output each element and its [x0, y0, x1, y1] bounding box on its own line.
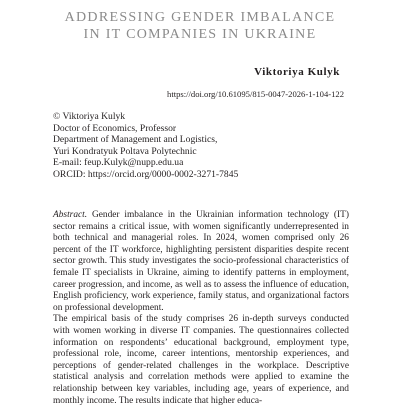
abstract — [53, 210, 349, 407]
abstract-paragraph-2: The empirical basis of the study comprises 26 in-depth surveys conducted with women working in diverse IT companies. The questionnaires collected information on respondents’ educational background, employment type, professional role, income, career intentions, mentorship experiences, and perceptions of gender-related challenges in the workplace. Descriptive statistical analysis and correlation methods were applied to examine the relationship between key variables, including age, years of experience, and monthly income. The results indicate that higher educa- — [53, 314, 349, 406]
abstract-text-1: Gender imbalance in the Ukrainian information technology (IT) sector remains a critical issue, with women significantly underrepresented in both technical and managerial roles. In 2024, women comprised only 26 percent of the IT workforce, highlighting persistent disparities despite recent sector growth. This study investigates the socio-professional characteristics of female IT specialists in Ukraine, aiming to identify patterns in employment, career progression, and income, as well as to assess the influence of education, English proficiency, work experience, family status, and organizational factors on professional development. — [53, 210, 350, 313]
degree-line: Doctor of Economics, Professor — [53, 122, 177, 134]
doi-link[interactable]: https://doi.org/10.61095/815-0047-2026-1-104-122 — [167, 89, 344, 99]
author-affiliation — [53, 111, 238, 181]
copyright-line: © Viktoriya Kulyk — [53, 111, 126, 122]
article-title-line-1: ADDRESSING GENDER IMBALANCE — [64, 10, 336, 25]
email-line[interactable]: E-mail: feup.Kulyk@nupp.edu.ua — [53, 157, 184, 169]
orcid-line[interactable]: ORCID: https://orcid.org/0000-0002-3271-7845 — [53, 168, 239, 180]
author-name: Viktoriya Kulyk — [254, 66, 340, 78]
institution-line: Yuri Kondratyuk Poltava Polytechnic — [53, 145, 197, 157]
article-title-line-2: IN IT COMPANIES IN UKRAINE — [83, 27, 317, 42]
abstract-paragraph-1 — [53, 210, 349, 314]
department-line: Department of Management and Logistics, — [53, 134, 218, 146]
abstract-label: Abstract. — [53, 210, 88, 220]
